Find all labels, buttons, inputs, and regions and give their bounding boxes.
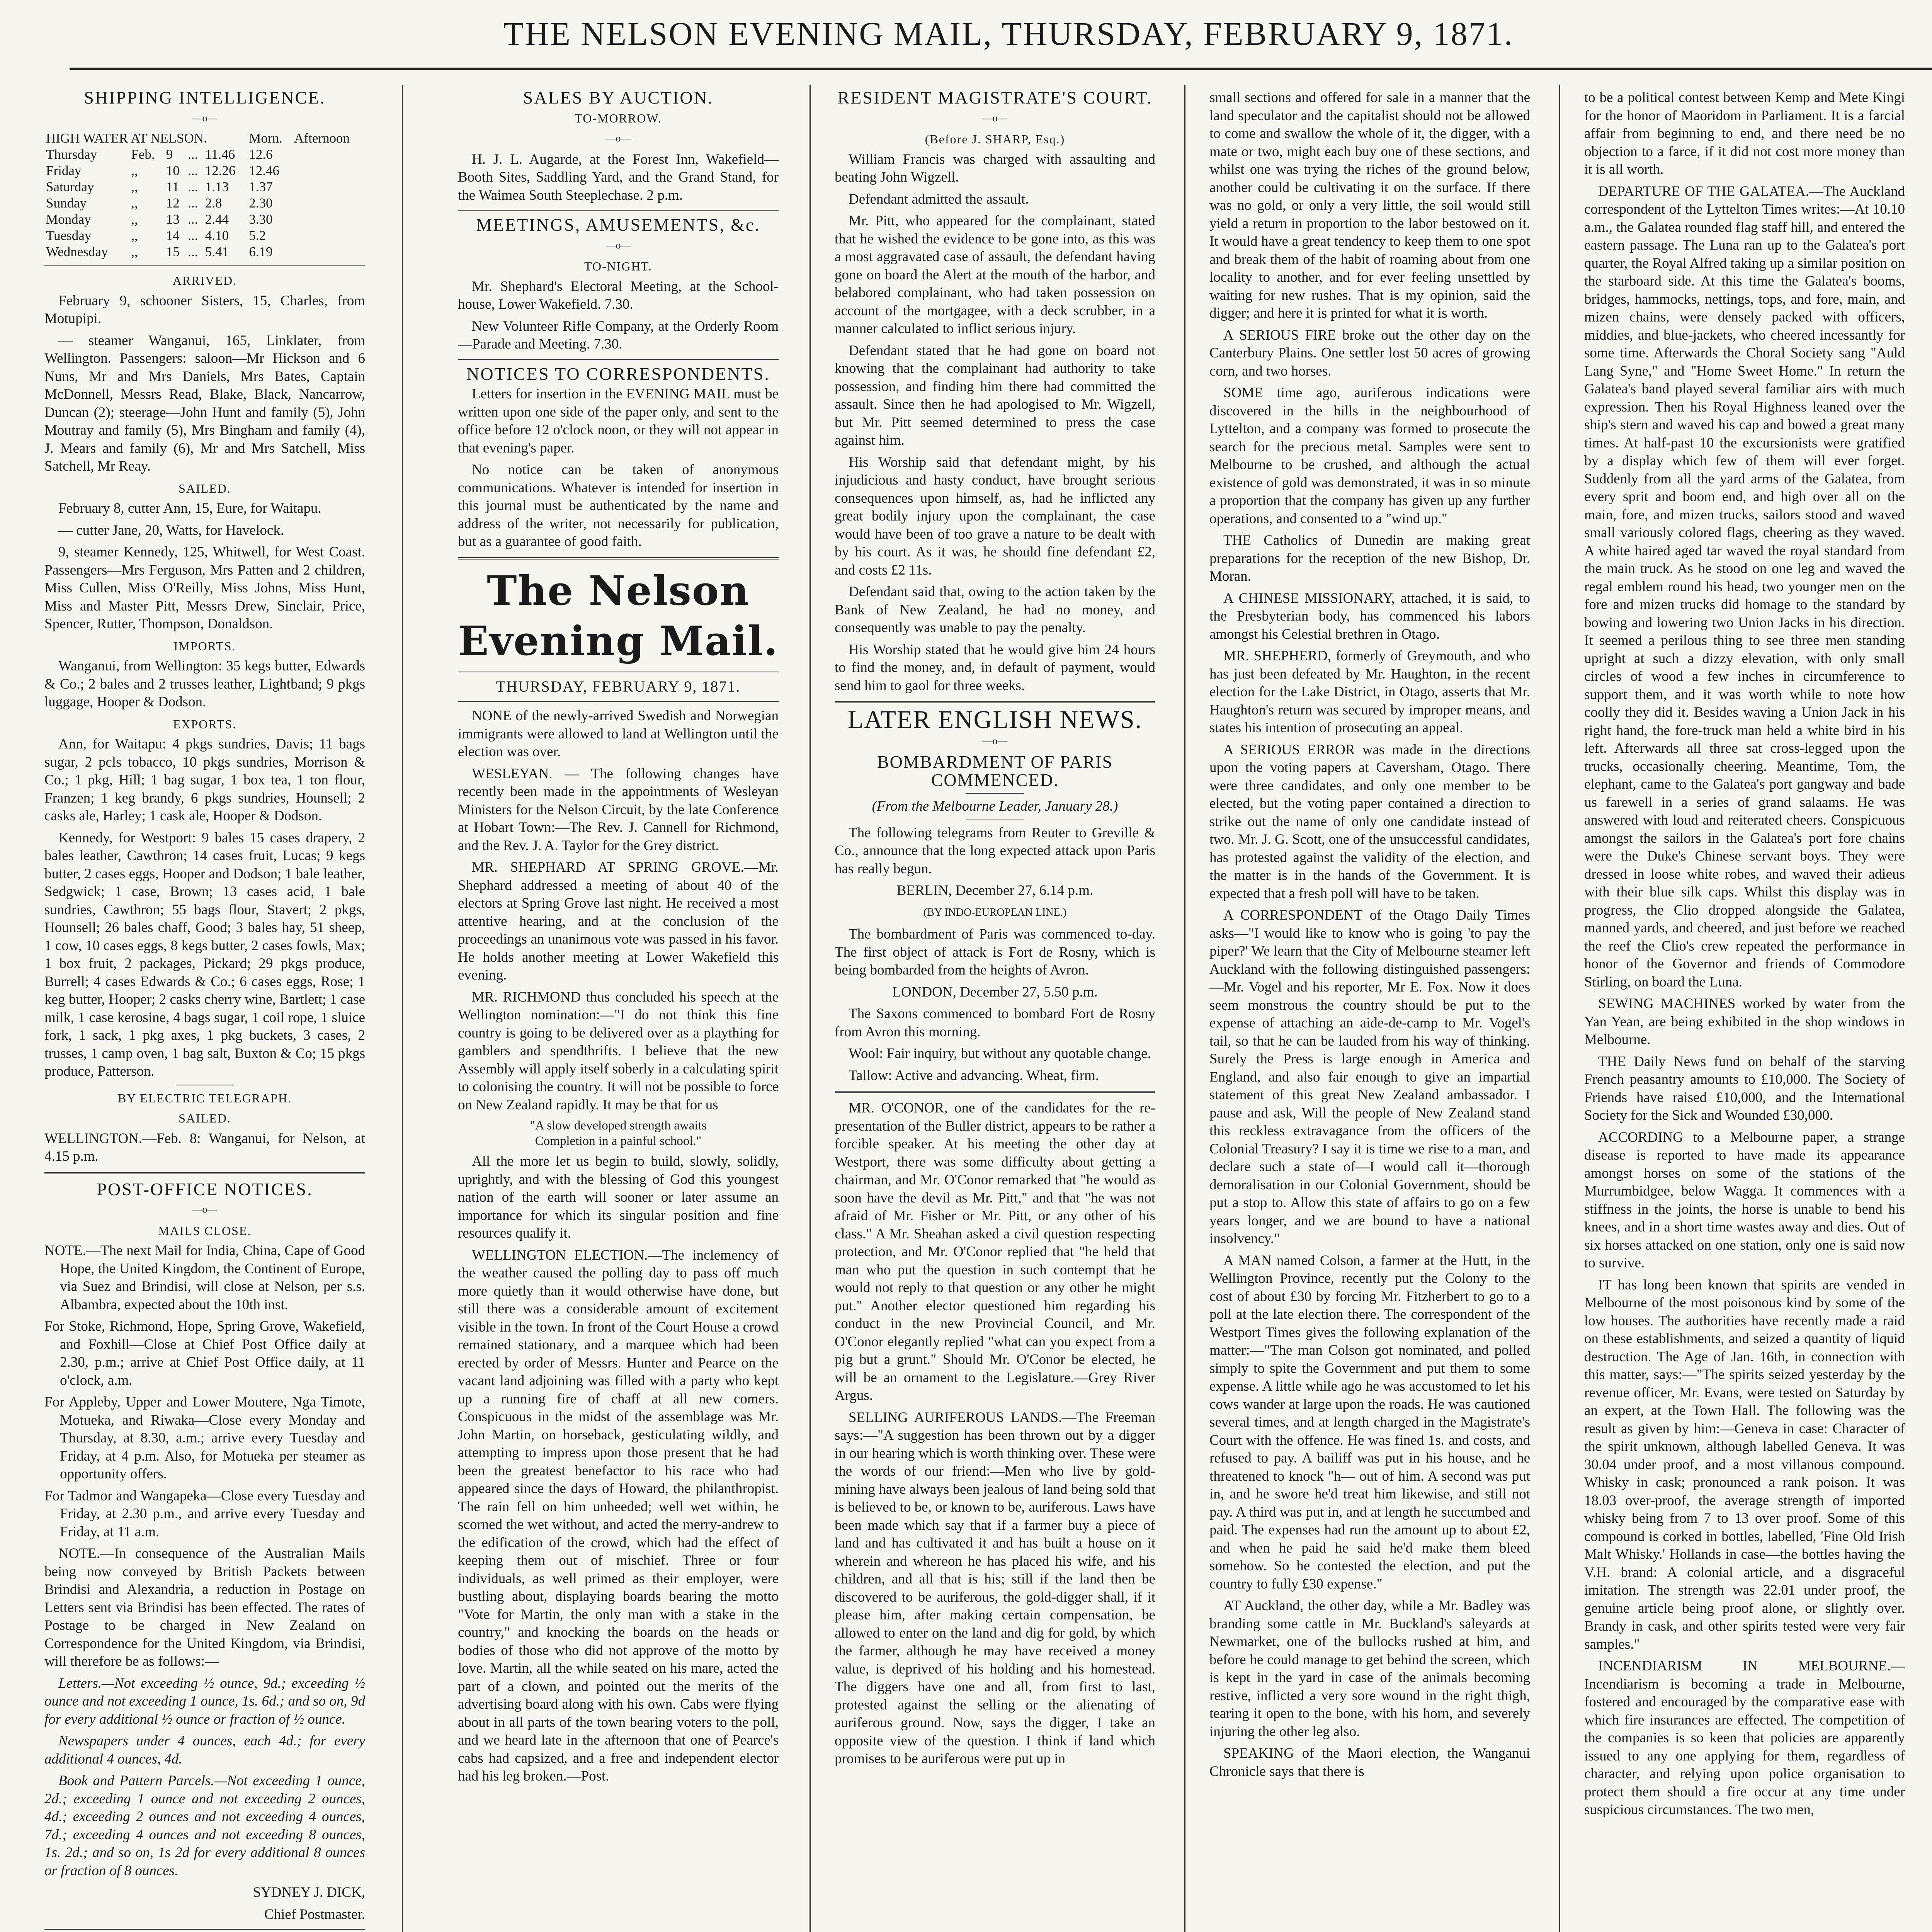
ornament: —o— — [982, 735, 1008, 747]
column-1 — [44, 89, 365, 1932]
article-paragraph: INCENDIARISM IN MELBOURNE.—Incendiarism is becoming a trade in Melbourne, fostered and encouraged by the comparative ease with which fire insurances are effected. The competition of the companies is so keen that policies are apparently issued to any one applying for them, regardless of character, and relying upon police organisation to protect them should a fire occur at any time under suspicious circumstances. The two men, — [1584, 1658, 1905, 1818]
bombardment-heading: BOMBARDMENT OF PARIS COMMENCED. — [877, 752, 1113, 790]
sailed-item: 9, steamer Kennedy, 125, Whitwell, for West Coast. Passengers—Mrs Ferguson, Mrs Patten and 2 children, Miss Cullen, Miss O'Reilly, Miss Johns, Miss Hunt, Miss and Master Pitt, Messrs Drew, Sinclair, Price, Spencer, Rutter, Thompson, Donaldson. — [44, 544, 365, 632]
signer-title: Chief Postmaster. — [264, 1906, 365, 1922]
column-divider — [1184, 85, 1185, 1932]
column-divider — [1559, 85, 1560, 1932]
source-line: (From the Melbourne Leader, January 28.) — [872, 798, 1118, 814]
article-paragraph: SEWING MACHINES worked by water from the Yan Yean, are being exhibited in the shop windows in Melbourne. — [1584, 996, 1905, 1048]
double-rule — [458, 557, 779, 560]
exports-item: Ann, for Waitapu: 4 pkgs sundries, Davis; 11 bags sugar, 2 pcls tobacco, 10 pkgs sundries, Morrison & Co.; 1 pkg, Hill; 1 bag sugar, 1 box tea, 1 ton flour, Franzen; 1 keg brandy, 6 pkgs sundries, Hounsell; 2 casks ale, Harley; 1 cask ale, Hooper & Dodson. — [44, 736, 365, 824]
tide-cell: ... — [188, 179, 198, 194]
rule — [458, 210, 779, 211]
auction-day: TO-MORROW. — [575, 111, 662, 125]
arrived-item: — steamer Wanganui, 165, Linklater, from Wellington. Passengers: saloon—Mr Hickson and 6 Nuns, Mr and Mrs Daniels, Mrs Bates, Captain McDonnell, Messrs Read, Blake, Black, Nancarrow, Duncan (2); steerage—John Hunt and family (5), John Moutray and family (5), Mrs Bingham and family (4), J. Mears and family (6), Mr and Mrs Satchell, Miss Satchell, Mr Reay. — [44, 332, 365, 474]
court-paragraph: Defendant admitted the assault. — [849, 191, 1029, 207]
article-paragraph: AT Auckland, the other day, while a Mr. Badley was branding some cattle in Mr. Buckland's saleyards at Newmarket, one of the bullocks rushed at him, and before he could manage to get behind the screen, which is kept in the yard in case of the animals becoming restive, inflicted a very sore wound in the right thigh, tearing it open to the bone, with his horn, and severely injuring the other leg also. — [1209, 1598, 1530, 1740]
tide-row — [44, 228, 365, 244]
tide-cell: 9 — [166, 147, 173, 162]
article-paragraph: ACCORDING to a Melbourne paper, a strange disease is reported to have made its appearance amongst horses on some of the stations of the Murrumbidgee, below Wagga. It commences with a stiffness in the joints, the horse is unable to bend his knees, and in a short time wastes away and dies. Out of six horses attacked on one station, only one is said now to survive. — [1584, 1129, 1905, 1271]
imports-text: Wanganui, from Wellington: 35 kegs butter, Edwards & Co.; 2 bales and 2 trusses leather, Lightband; 9 pkgs luggage, Hooper & Dodson. — [44, 658, 365, 710]
rule — [44, 265, 365, 266]
article-paragraph: A SERIOUS FIRE broke out the other day on the Canterbury Plains. One settler lost 50 acres of growing corn, and two horses. — [1209, 327, 1530, 379]
shipping-heading: SHIPPING INTELLIGENCE. — [84, 89, 326, 107]
notice-text: Letters for insertion in the EVENING MAIL must be written upon one side of the paper only, and sent to the office before 12 o'clock noon, or they will not appear in that evening's paper. — [458, 386, 779, 456]
tide-header-afternoon: Afternoon — [294, 131, 350, 146]
rule — [458, 359, 779, 360]
tide-cell: 5.41 — [205, 244, 229, 259]
article-paragraph: THE Catholics of Dunedin are making great preparations for the reception of the new Bishop, Dr. Moran. — [1209, 532, 1530, 584]
meetings-day: TO-NIGHT. — [584, 259, 652, 273]
tide-cell: Monday — [46, 212, 91, 227]
mail-rate: Letters.—Not exceeding ½ ounce, 9d.; exceeding ½ ounce and not exceeding 1 ounce, 1s. 6d.; and so on, 9d for every additional ½ ounce or fraction of ½ ounce. — [44, 1675, 365, 1727]
rule — [458, 701, 779, 702]
court-paragraph: His Worship said that defendant might, by his injudicious and hasty conduct, have brought serious consequences upon himself, as, had he inflicted any great bodily injury upon the complainant, the case would have been of too grave a nature to be dealt with by his court. As it was, he should fine defendant £2, and costs £2 11s. — [835, 454, 1155, 578]
tide-row — [44, 195, 365, 211]
tide-cell: 14 — [166, 228, 180, 243]
tide-cell: ,, — [131, 228, 138, 243]
tide-cell: Saturday — [46, 179, 94, 194]
berlin-via: (BY INDO-EUROPEAN LINE.) — [923, 906, 1066, 918]
article-paragraph: MR. RICHMOND thus concluded his speech at the Wellington nomination:—"I do not think this fine country is going to be delivered over as a plaything for gamblers and spendthrifts. I believe that the new Assembly will apply itself soberly in a calculating spirit to colonising the country. It will not be possible to force on New Zealand rapidly. It may be that for us — [458, 989, 779, 1113]
tide-cell: ... — [188, 163, 198, 178]
tide-cell: ,, — [131, 196, 138, 211]
meetings-heading: MEETINGS, AMUSEMENTS, &c. — [476, 215, 760, 235]
tide-cell: Tuesday — [46, 228, 92, 243]
poem-line: "A slow developed strength awaits — [530, 1119, 707, 1133]
tide-cell: 11.46 — [205, 147, 235, 162]
column-divider — [810, 85, 811, 1932]
tide-cell: Wednesday — [46, 244, 108, 259]
intro-text: The following telegrams from Reuter to Greville & Co., announce that the long expected attack upon Paris has really begun. — [835, 825, 1155, 877]
tallow-text: Tallow: Active and advancing. Wheat, firm. — [849, 1067, 1099, 1083]
tide-cell: 12.26 — [205, 163, 236, 178]
rule — [44, 1929, 365, 1930]
article-paragraph: A SERIOUS ERROR was made in the directions upon the voting papers at Caversham, Otago. There were three candidates, and only one member to be elected, but the voting paper contained a direction to strike out the name of only one candidate instead of two. Mr. J. G. Scott, one of the unsuccessful candidates, has protested against the validity of the election, and the matter is in the hands of the Government. It is expected that a fresh poll will have to be taken. — [1209, 742, 1530, 901]
mail-rate: Book and Pattern Parcels.—Not exceeding 1 ounce, 2d.; exceeding 1 ounce and not exceeding 2 ounces, 4d.; exceeding 2 ounces and not exceeding 4 ounces, 7d.; exceeding 4 ounces and not exceeding 8 ounces, 1s. 2d.; and so on, 1s 2d for every additional 8 ounces or fraction of 8 ounces. — [44, 1773, 365, 1879]
tide-cell: 2.44 — [205, 212, 229, 227]
tide-cell: 2.8 — [205, 196, 222, 211]
sailed-heading: SAILED. — [179, 481, 231, 495]
tide-cell: 1.13 — [205, 179, 229, 194]
mail-notice: For Appleby, Upper and Lower Moutere, Nga Timote, Motueka, and Riwaka—Close every Monday and Thursday, at 8.30, a.m.; arrive every Tuesday and Friday, at 4 p.m. Also, for Motueka per steamer as opportunity offers. — [44, 1394, 365, 1482]
tide-cell: 12.46 — [249, 163, 280, 178]
article-paragraph: All the more let us begin to build, slowly, solidly, uprightly, and with the blessing of God this youngest nation of the earth will sooner or later assume an importance for which its singular position and fine resources qualify it. — [458, 1153, 779, 1241]
tide-cell: ,, — [131, 179, 138, 194]
later-news-heading: LATER ENGLISH NEWS. — [847, 706, 1143, 734]
ornament: —o— — [982, 112, 1008, 124]
tide-table — [44, 130, 365, 260]
ornament: —o— — [192, 112, 218, 124]
court-heading: RESIDENT MAGISTRATE'S COURT. — [837, 89, 1153, 107]
tide-cell: 11 — [166, 179, 179, 194]
tide-row — [44, 244, 365, 260]
article-paragraph: A CORRESPONDENT of the Otago Daily Times asks—"I would like to know who is going 'to pay the piper?' We learn that the City of Melbourne steamer left Auckland with the following distinguished passengers:—Mr. Vogel and his reporter, Mr E. Fox. Now it does seem monstrous the country should be put to the expense of attaching an aide-de-camp to Mr. Vogel's tail, so that he can be lauded from his way of thinking. Surely the Press is large enough in America and England, and also fair enough to give an impartial statement of this great New Zealand ambassador. I pause and ask, Will the people of New Zealand stand this reckless extravagance from the officers of the Colonial Treasury? I say it is time we rise to a man, and declare such a state of—I would call it—thorough demoralisation in our Colonial Government, should be put a stop to. Allow this state of affairs to go on a few years longer, and we are bound to have a national insolvency." — [1209, 907, 1530, 1247]
tide-header-morn: Morn. — [249, 131, 282, 146]
wool-text: Wool: Fair inquiry, but without any quotable change. — [849, 1046, 1151, 1061]
tide-cell: ... — [188, 244, 198, 259]
signer-name: SYDNEY J. DICK, — [253, 1884, 365, 1900]
article-paragraph: A CHINESE MISSIONARY, attached, it is said, to the Presbyterian body, has commenced his labors amongst his Celestial brethren in Otago. — [1209, 590, 1530, 642]
ornament: —o— — [605, 133, 631, 144]
column-divider — [402, 85, 403, 1932]
tide-cell: 2.30 — [249, 196, 273, 211]
article-paragraph: small sections and offered for sale in a manner that the land speculator and the capitalist should not be allowed to come and swallow the whole of it, the digger, with a mate or two, might each buy one of these sections, and whilst one was trying the riches of the ground below, another could be cultivating it on the surface. If there was no gold, or only a very little, the soil would still yield a return in proportion to the labor bestowed on it. It would have a great tendency to keep them to one spot and break them of the habit of roaming about from one locality to another, and for ever feeling unsettled by waiting for new rushes. That is my opinion, said the digger; and here it is printed for what it is worth. — [1209, 90, 1530, 321]
double-rule — [835, 1091, 1155, 1093]
sailed-item: February 8, cutter Ann, 15, Eure, for Waitapu. — [58, 500, 321, 516]
masthead-rule — [70, 68, 1932, 70]
tide-cell: ,, — [131, 244, 138, 259]
court-paragraph: His Worship stated that he would give him 24 hours to find the money, and, in default of payment, would send him to gaol for three weeks. — [835, 641, 1155, 694]
court-paragraph: Defendant stated that he had gone on board not knowing that the complainant had authority to take possession, and finding him there had committed the assault. Since then he had apologised to Mr. Wigzell, but Mr. Pitt seemed determined to press the case against him. — [835, 342, 1155, 448]
mail-notice: NOTE.—The next Mail for India, China, Cape of Good Hope, the United Kingdom, the Continent of Europe, via Suez and Brindisi, will close at Nelson, per s.s. Albambra, expected about the 10th inst. — [44, 1243, 365, 1313]
article-paragraph: MR. O'CONOR, one of the candidates for the re-presentation of the Buller district, appears to be rather a forcible speaker. At his meeting the other day at Westport, there was some difficulty about getting a chairman, and Mr. O'Conor remarked that "he would as soon have the devil as Mr. Pitt," and that "he was not afraid of Mr. Fisher or Mr. Pitt, or any other of his class." A Mr. Sheahan asked a civil question respecting protection, and Mr. O'Conor replied that "he held that man who put the question in such contempt that he would not reply to that question or any other he might put." Another elector questioned him regarding his conduct in the new Provincial Council, and Mr. O'Conor elegantly replied "what can you expect from a pig but a grunt." Should Mr. O'Conor be elected, he will be an ornament to the Legislature.—Grey River Argus. — [835, 1100, 1155, 1403]
court-paragraph: Mr. Pitt, who appeared for the complainant, stated that he wished the evidence to be gone into, as this was a most aggravated case of assault, the defendant having gone on board the Alert at the mouth of the harbor, and belabored complainant, who had taken possession on account of the mortgagee, with a deck scrubber, in a manner calculated to inflict serious injury. — [835, 213, 1155, 337]
mail-notice: For Tadmor and Wangapeka—Close every Tuesday and Friday, at 2.30 p.m., and arrive every Tuesday and Friday, at 11 a.m. — [44, 1488, 365, 1540]
tide-row — [44, 146, 365, 163]
column-4 — [1209, 89, 1530, 1932]
article-paragraph: WELLINGTON ELECTION.—The inclemency of the weather caused the polling day to pass off much more quietly than it would otherwise have done, but still there was a considerable amount of excitement visible in the town. In front of the Court House a crowd remained stationary, and a marquee which had been erected by order of Messrs. Hunter and Pearce on the vacant land adjoining was filled with a party who kept up a running fire of chaff at all new comers. Conspicuous in the midst of the assemblage was Mr. John Martin, on horseback, gesticulating wildly, and attempting to impress upon those present that he had been the greatest benefactor to his race who had appeared since the days of Howard, the philanthropist. The rain fell on him unheeded; well wet within, he scorned the wet without, and acted the merry-andrew to the edification of the crowd, which had the effect of keeping them out of mischief. Three or four individuals, as well primed as their employer, were bustling about, displaying boards bearing the motto "Vote for Martin, the only man with a stake in the country," and knocking the boards on the heads or bodies of those who did not approve of the motto by love. Martin, all the while seated on his mare, acted the part of a clown, and pointed out the merits of the advertising board along with his own. Cabs were flying about in all parts of the town bearing voters to the poll, and we heard late in the afternoon that one of Pearce's cabs had capsized, and a free and independent elector had his leg broken.—Post. — [458, 1247, 779, 1784]
tide-cell: 15 — [166, 244, 180, 259]
tide-cell: ... — [188, 228, 198, 243]
tide-body — [44, 146, 365, 260]
sailed-item: — cutter Jane, 20, Watts, for Havelock. — [58, 522, 284, 538]
ornament: —o— — [605, 239, 631, 251]
poem-line: Completion in a painful school." — [535, 1134, 702, 1148]
article-paragraph: SELLING AURIFEROUS LANDS.—The Freeman says:—"A suggestion has been thrown out by a digger in our hearing which is worth thinking over. These were the words of our friend:—Men who live by gold-mining have always been jealous of land being sold that is believed to be, or known to be, auriferous. Laws have been made which say that if a farmer buy a piece of land and has cultivated it and has built a house on it wherein and whereon he has placed his wife, and his children, and all that is his; still if the land then be discovered to be auriferous, the gold-digger shall, if it please him, after making certain compensation, be allowed to enter on the land and dig for gold, by which the farmer, although he may have received a money value, is deprived of his holding and his homestead. The diggers have one and all, from first to last, protested against the selling or the alienating of auriferous ground. Now, says the digger, I take an opposite view of the question. I think if land which promises to be auriferous were put up in — [835, 1409, 1155, 1767]
notice-text: No notice can be taken of anonymous communications. Whatever is intended for insertion in this journal must be authenticated by the name and address of the writer, not necessarily for publication, but as a guarantee of good faith. — [458, 462, 779, 549]
tide-row — [44, 163, 365, 179]
mails-close-heading: MAILS CLOSE. — [158, 1223, 252, 1238]
article-paragraph: WESLEYAN. — The following changes have recently been made in the appointments of Wesleyan Ministers for the Nelson Circuit, by the late Conference at Hobart Town:—The Rev. J. Cannell for Richmond, and the Rev. J. A. Taylor for the Grey district. — [458, 765, 779, 854]
poem — [458, 1118, 779, 1149]
mail-notice: NOTE.—In consequence of the Australian Mails being now conveyed by British Packets between Brindisi and Alexandria, a reduction in Postage on Letters sent via Brindisi has been effected. The rates of Postage to be charged in New Zealand on Correspondence for the United Kingdom, via Brindisi, will therefore be as follows:— — [44, 1546, 365, 1669]
masthead: THE NELSON EVENING MAIL, THURSDAY, FEBRUARY 9, 1871. — [503, 15, 1514, 52]
court-paragraph: Defendant said that, owing to the action taken by the Bank of New Zealand, he had no money, and consequently was unable to pay the penalty. — [835, 584, 1155, 636]
tide-cell: 5.2 — [249, 228, 266, 243]
tide-cell: 12.6 — [249, 147, 273, 162]
tide-cell: Feb. — [131, 147, 155, 162]
article-paragraph: SPEAKING of the Maori election, the Wanganui Chronicle says that there is — [1209, 1745, 1530, 1779]
auction-text: H. J. L. Augarde, at the Forest Inn, Wakefield—Booth Sites, Saddling Yard, and the Grand Stand, for the Waimea South Steeplechase. 2 p.m. — [458, 151, 779, 203]
article-paragraph: to be a political contest between Kemp and Mete Kingi for the honor of Maoridom in Parliament. It is a farcial affair from beginning to end, and there need be no objection to a farce, if it did not cost more money than it is all worth. — [1584, 90, 1905, 177]
exports-item: Kennedy, for Westport: 9 bales 15 cases drapery, 2 bales leather, Cawthron; 14 cases fruit, Lucas; 9 kegs butter, 2 cases eggs, Hooper and Dodson; 1 bale leather, Sedgwick; 1 case, Brown; 13 cases acid, 1 bale sundries, Cawthron; 55 bags flour, Stavert; 2 pkgs, Hounsell; 26 bales chaff, Good; 3 bales hay, 51 sheep, 1 cow, 10 cases eggs, 8 kegs butter, 2 cases fowls, Max; 1 box fruit, 2 packages, Pickard; 29 pkgs produce, Burrell; 4 cases Edwards & Co.; 6 cases eggs, Rose; 1 keg butter, Hooper; 2 casks cherry wine, Bartlett; 1 case milk, 1 case kerosine, 4 bags sugar, 1 coil rope, 1 sluice fork, 1 sack, 1 pkg axes, 1 pkg buckets, 3 cases, 2 trusses, 1 camp oven, 1 bag salt, Buxton & Co; 15 pkgs produce, Patterson. — [44, 830, 365, 1079]
telegraph-heading: BY ELECTRIC TELEGRAPH. — [117, 1091, 292, 1105]
telegraph-text: WELLINGTON.—Feb. 8: Wanganui, for Nelson, at 4.15 p.m. — [44, 1130, 365, 1164]
tide-cell: 4.10 — [205, 228, 229, 243]
nameplate: The Nelson Evening Mail. — [458, 566, 779, 665]
article-paragraph: NONE of the newly-arrived Swedish and Norwegian immigrants were allowed to land at Wellington until the election was over. — [458, 708, 779, 760]
berlin-dateline: BERLIN, December 27, 6.14 p.m. — [896, 883, 1094, 898]
tide-cell: ... — [188, 212, 198, 227]
arrived-heading: ARRIVED. — [172, 274, 237, 287]
short-rule — [966, 793, 1024, 794]
tide-cell: 3.30 — [249, 212, 273, 227]
article-paragraph: THE Daily News fund on behalf of the starving French peasantry amounts to £10,000. The Society of Friends have raised £10,000, and the International Society for the Sick and Wounded £30,000. — [1584, 1053, 1905, 1123]
exports-heading: EXPORTS. — [173, 717, 237, 731]
tide-row — [44, 179, 365, 195]
tide-row — [44, 211, 365, 228]
telegraph-sailed-heading: SAILED. — [179, 1111, 231, 1125]
tide-cell: ... — [188, 196, 198, 211]
tide-cell: 6.19 — [249, 244, 273, 259]
double-rule — [835, 701, 1155, 703]
london-dateline: LONDON, December 27, 5.50 p.m. — [892, 984, 1098, 1000]
column-5 — [1584, 89, 1905, 1932]
tide-cell: Sunday — [46, 196, 87, 211]
notices-heading: NOTICES TO CORRESPONDENTS. — [466, 364, 770, 384]
meeting-item: Mr. Shephard's Electoral Meeting, at the School-house, Lower Wakefield. 7.30. — [458, 278, 779, 312]
meeting-item: New Volunteer Rifle Company, at the Orderly Room—Parade and Meeting. 7.30. — [458, 318, 779, 352]
imports-heading: IMPORTS. — [173, 639, 236, 653]
article-paragraph: SOME time ago, auriferous indications were discovered in the hills in the neighbourhood of Lyttelton, and a company was formed to prosecute the search for the precious metal. Samples were sent to Melbourne to be crushed, and although the actual existence of gold was demonstrated, it was in so minute a proportion that the company has given up any further operations, and consented to a "wind up." — [1209, 385, 1530, 527]
article-paragraph: MR. SHEPHARD AT SPRING GROVE.—Mr. Shephard addressed a meeting of about 40 of the electors at Spring Grove last night. He received a most attentive hearing, and at the conclusion of the proceedings an unanimous vote was passed in his favor. He holds another meeting at Lower Wakefield this evening. — [458, 859, 779, 983]
tide-cell: Friday — [46, 163, 82, 178]
column-2 — [458, 89, 779, 1932]
postoffice-heading: POST-OFFICE NOTICES. — [97, 1179, 313, 1199]
double-rule — [44, 1172, 365, 1174]
ornament: —o— — [192, 1204, 218, 1215]
court-before: (Before J. SHARP, Esq.) — [925, 132, 1065, 146]
tide-header-row — [44, 130, 365, 146]
dateline: THURSDAY, FEBRUARY 9, 1871. — [496, 677, 741, 695]
court-paragraph: William Francis was charged with assaulting and beating John Wigzell. — [835, 151, 1155, 185]
london-text: The Saxons commenced to bombard Fort de Rosny from Avron this morning. — [835, 1006, 1155, 1040]
article-paragraph: A MAN named Colson, a farmer at the Hutt, in the Wellington Province, recently put the Colony to the cost of about £30 by forcing Mr. Fitzherbert to go to a poll at the late election there. The correspondent of the Westport Times gives the following explanation of the matter:—"The man Colson got nominated, and polled simply to spite the Government and put them to some expense. A little while ago he was accustomed to let his cows wander at large upon the roads. He was cautioned several times, and at length charged in the Magistrate's Court with the offence. He was fined 1s. and costs, and refused to pay. A bailiff was put in his house, and he threatened to knock "h— out of him. A second was put in, and he swore he'd treat him likewise, and still not pay. A third was put in, and at length he succumbed and paid. The expenses had run the amount up to about £2, and when he paid he said he'd make them bleed somehow. So he contested the election, and put the country to fully £30 expense." — [1209, 1252, 1530, 1592]
mail-notice: For Stoke, Richmond, Hope, Spring Grove, Wakefield, and Foxhill—Close at Chief Post Office daily at 2.30, p.m.; arrive at Chief Post Office daily, at 11 o'clock, a.m. — [44, 1318, 365, 1388]
tide-cell: 13 — [166, 212, 180, 227]
article-paragraph: DEPARTURE OF THE GALATEA.—The Auckland correspondent of the Lyttelton Times writes:—At 10.10 a.m., the Galatea rounded flag staff hill, and entered the eastern passage. The Luna ran up to the Galatea's port quarter, the Royal Alfred taking up a similar position on the starboard side. At this time the Galatea's booms, bridges, hammocks, nettings, tops, and fore, main, and mizen chains, were densely packed with officers, middies, and blue-jackets, who cheered incessantly for some time. Afterwards the Choral Society sang "Auld Lang Syne," and "Home Sweet Home." In return the Galatea's band played several familiar airs with much expression. Then his Royal Highness leaned over the ship's stern and waved his cap and bowed a great many times. At half-past 10 the excursionists were gratified by a display which few of them will ever forget. Suddenly from all the yard arms of the Galatea, from every sprit and boom end, and high over all on the main, fore, and mizen trucks, sailors stood and waved small variously colored flags, cheering as they waved. A white haired aged tar waved the royal standard from the main truck. As he stood on one leg and waved the regal emblem round his head, two younger men on the fore and mizen trucks did homage to the standard by bowing and lowering two Union Jacks in his direction. It seemed a perilous thing to see three men standing upright at such a dizzy elevation, with only small circles of wood a few inches in circumference to support them, and it was worth while to note how coolly they did it. Besides waving a Union Jack in his right hand, the fore-truck man held a white bird in his left. Afterwards all three sat cross-legged upon the trucks, occasionally cheering. Meantime, Tom, the elephant, came to the Galatea's port gangway and bade us farewell in a series of grand salaams. He was answered with loud and reiterated cheers. Conspicuous amongst the sailors in the Galatea's port fore chains were the Duke's Chinese servant boys. They were dressed in loose white robes, and waved their adieus with their blue silk caps. Whilst this display was in progress, the Clio dropped alongside the Galatea, manned yards, and cheered, and just before we reached the reef the Clio's crew repeated the performance in honor of the Governor and friends of Commodore Stirling, on board the Luna. — [1584, 183, 1905, 990]
tide-cell: Thursday — [46, 147, 97, 162]
column-3 — [835, 89, 1155, 1932]
berlin-text: The bombardment of Paris was commenced to-day. The first object of attack is Fort de Rosny, which is being bombarded from the heights of Avron. — [835, 926, 1155, 978]
article-paragraph: IT has long been known that spirits are vended in Melbourne of the most poisonous kind by some of the low houses. The authorities have recently made a raid on these establishments, and seized a quantity of liquid destruction. The Age of Jan. 16th, in connection with this matter, says:—"The spirits seized yesterday by the revenue officer, Mr. Evans, were tested on Saturday by an expert, at the Town Hall. The following was the result as given by him:—Geneva in case: Character of the spirit unknown, although labelled Geneva. It was 30.04 under proof, and a most villanous compound. Whisky in cask; pronounced a rank poison. It was 18.03 over-proof, the average strength of imported whisky being from 7 to 13 over proof. Some of this compound is corked in bottles, labelled, 'Fine Old Irish Malt Whisky.' Hollands in case—the bottles having the V.H. brand: A colonial article, and a disgraceful imitation. The strength was 22.01 under proof, the genuine article being proof alone, or slightly over. Brandy in cask, and other spirits tested were very fair samples." — [1584, 1277, 1905, 1652]
arrived-item: February 9, schooner Sisters, 15, Charles, from Motupipi. — [44, 293, 365, 327]
auction-heading: SALES BY AUCTION. — [523, 89, 714, 107]
tide-header: HIGH WATER AT NELSON. — [46, 131, 207, 146]
mail-rate: Newspapers under 4 ounces, each 4d.; for every additional 4 ounces, 4d. — [44, 1733, 365, 1767]
article-paragraph: MR. SHEPHERD, formerly of Greymouth, and who has just been defeated by Mr. Haughton, in the recent election for the Lake District, in Otago, asserts that Mr. Haughton's return was secured by improper means, and states his intention of prosecuting an appeal. — [1209, 648, 1530, 736]
tide-cell: 12 — [166, 196, 180, 211]
tide-cell: 10 — [166, 163, 180, 178]
tide-cell: ,, — [131, 212, 138, 227]
tide-cell: ... — [188, 147, 198, 162]
tide-cell: ,, — [131, 163, 138, 178]
tide-cell: 1.37 — [249, 179, 273, 194]
